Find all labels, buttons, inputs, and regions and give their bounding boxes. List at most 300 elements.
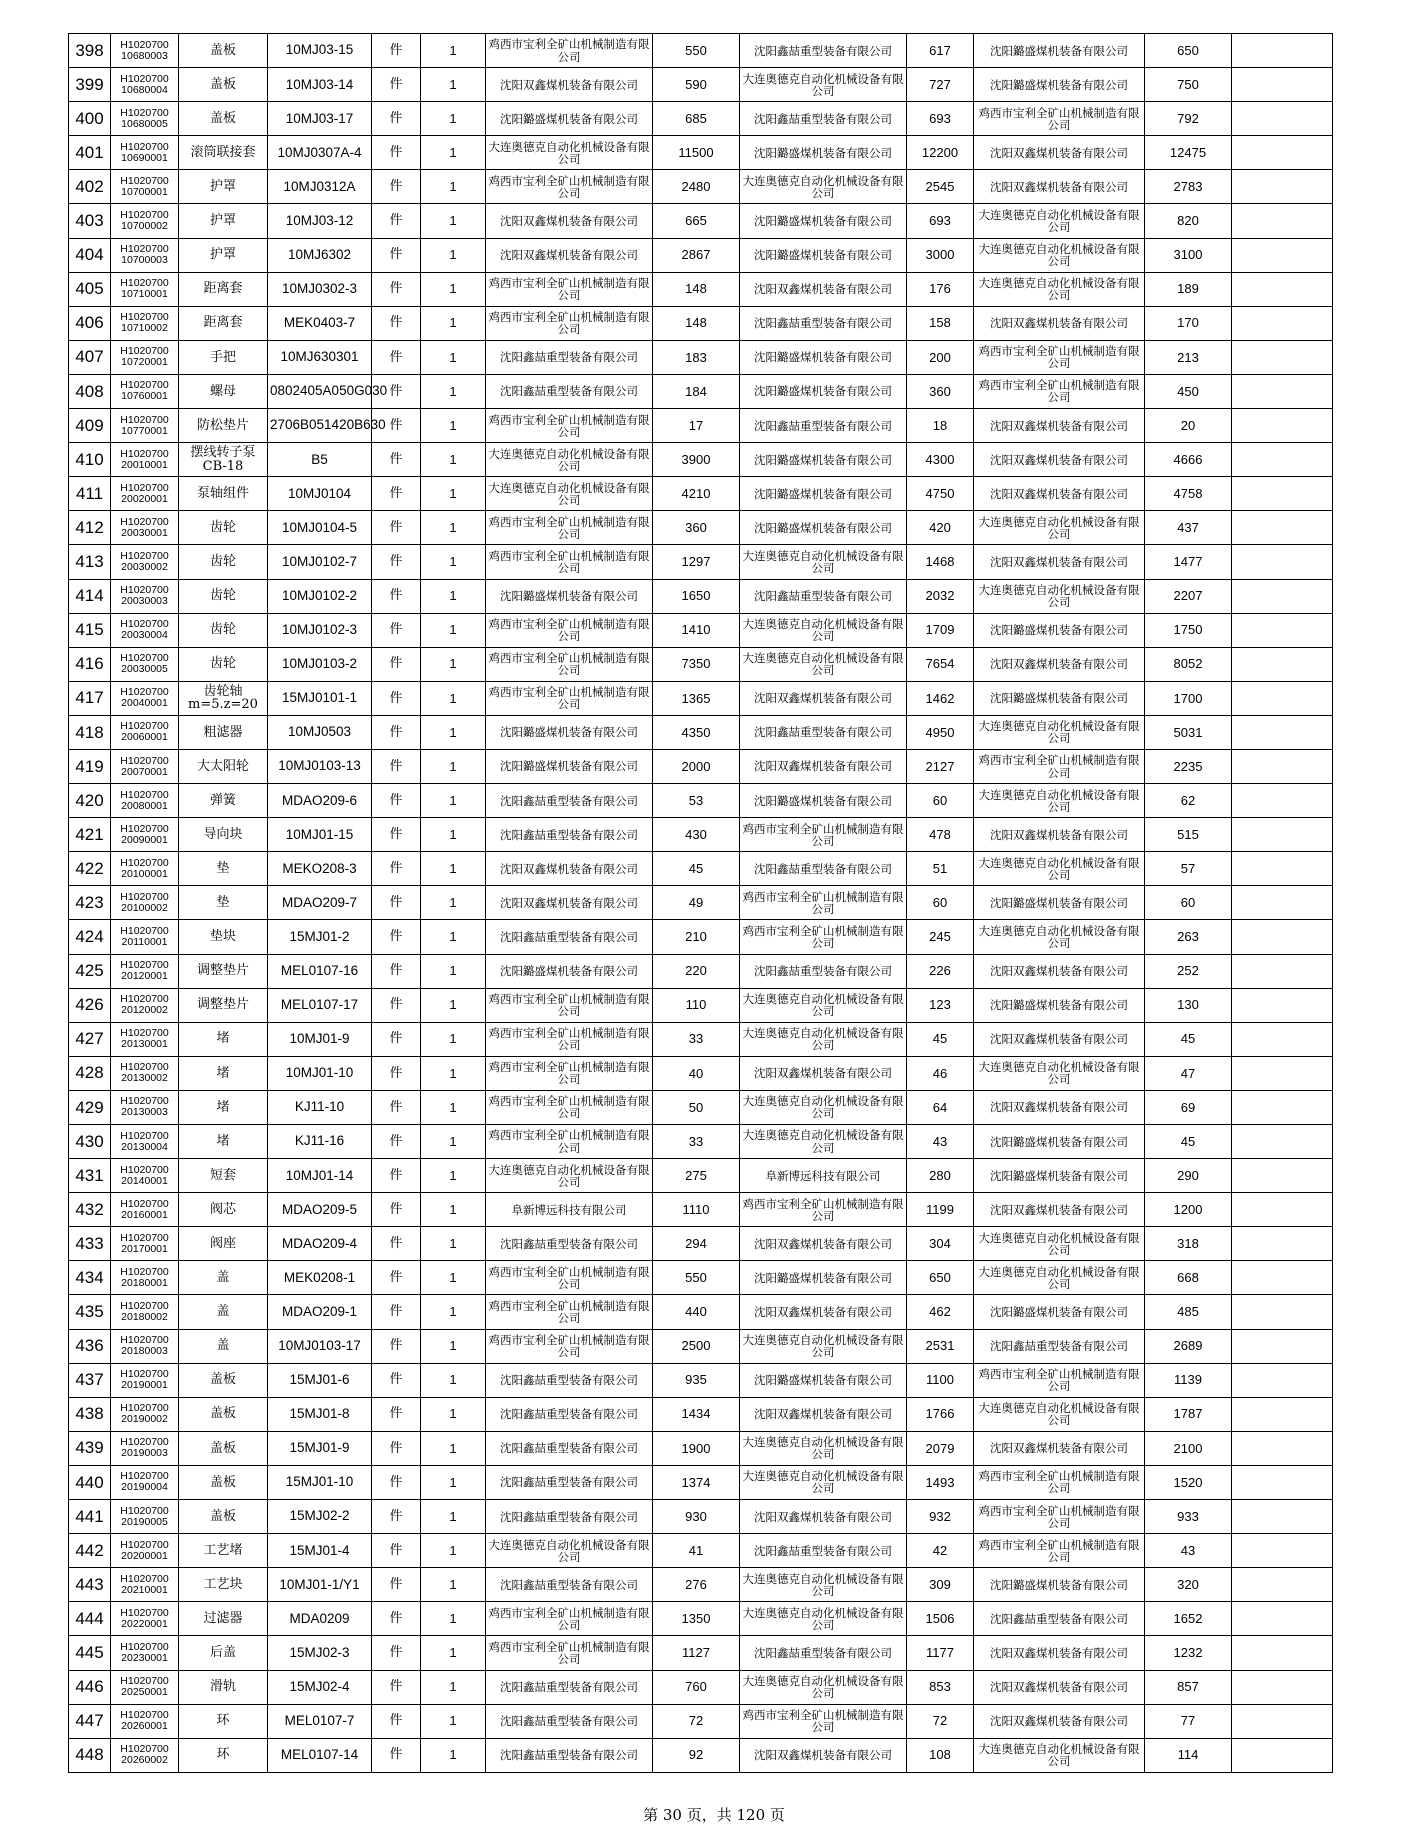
part-name-cell: 盖 (179, 1295, 268, 1329)
material-code-line: 10690001 (121, 151, 168, 164)
supplier-1-cell: 沈阳鑫喆重型装备有限公司 (486, 1500, 653, 1534)
table-row (69, 1363, 1333, 1397)
row-number-cell: 417 (69, 681, 111, 715)
price-1-cell: 1365 (653, 681, 740, 715)
material-code-line: H1020700 (120, 311, 169, 324)
price-1-cell: 2867 (653, 238, 740, 272)
supplier-3-cell: 沈阳双鑫煤机装备有限公司 (974, 409, 1145, 443)
price-3-cell: 750 (1145, 68, 1232, 102)
material-code-line: H1020700 (120, 1504, 169, 1517)
supplier-1-cell: 鸡西市宝利全矿山机械制造有限公司 (486, 545, 653, 579)
table-row (69, 1329, 1333, 1363)
table-row (69, 511, 1333, 545)
model-cell: MEK0403-7 (268, 306, 372, 340)
material-code-line: H1020700 (120, 1470, 169, 1483)
supplier-2-cell: 沈阳鑫喆重型装备有限公司 (740, 852, 907, 886)
material-code-line: H1020700 (120, 1572, 169, 1585)
row-number-cell: 413 (69, 545, 111, 579)
supplier-3-cell: 沈阳双鑫煤机装备有限公司 (974, 170, 1145, 204)
model-cell: 15MJ01-10 (268, 1465, 372, 1499)
part-name-cell: 垫块 (179, 920, 268, 954)
part-name-cell: 盖板 (179, 34, 268, 68)
part-name-cell: 盖板 (179, 1397, 268, 1431)
part-name-cell: 堵 (179, 1090, 268, 1124)
material-code-cell (111, 34, 179, 68)
table-row (69, 545, 1333, 579)
material-code-line: H1020700 (120, 754, 169, 767)
material-code-line: 20100002 (121, 901, 168, 914)
model-cell: 2706B051420B630 (268, 409, 372, 443)
material-code-line: H1020700 (120, 38, 169, 51)
price-1-cell: 665 (653, 204, 740, 238)
row-number-cell: 447 (69, 1704, 111, 1738)
price-1-cell: 184 (653, 374, 740, 408)
supplier-1-cell: 沈阳鏴盛煤机装备有限公司 (486, 715, 653, 749)
unit-cell: 件 (372, 749, 421, 783)
price-3-cell: 650 (1145, 34, 1232, 68)
material-code-cell (111, 102, 179, 136)
material-code-line: 10710001 (121, 288, 168, 301)
price-3-cell: 2689 (1145, 1329, 1232, 1363)
supplier-1-cell: 鸡西市宝利全矿山机械制造有限公司 (486, 511, 653, 545)
price-2-cell: 1766 (907, 1397, 974, 1431)
table-row (69, 374, 1333, 408)
material-code-cell (111, 477, 179, 511)
supplier-1-cell: 鸡西市宝利全矿山机械制造有限公司 (486, 409, 653, 443)
supplier-2-cell: 沈阳鑫喆重型装备有限公司 (740, 306, 907, 340)
table-row (69, 409, 1333, 443)
price-2-cell: 2531 (907, 1329, 974, 1363)
remark-cell (1232, 920, 1333, 954)
table-row (69, 1397, 1333, 1431)
remark-cell (1232, 204, 1333, 238)
table-row (69, 1193, 1333, 1227)
material-code-line: 20130003 (121, 1106, 168, 1119)
material-code-line: H1020700 (120, 686, 169, 699)
material-code-line: 20210001 (121, 1583, 168, 1596)
supplier-1-cell: 鸡西市宝利全矿山机械制造有限公司 (486, 647, 653, 681)
unit-cell: 件 (372, 715, 421, 749)
model-cell: 10MJ01-15 (268, 818, 372, 852)
model-cell: B5 (268, 443, 372, 477)
unit-cell: 件 (372, 204, 421, 238)
unit-cell: 件 (372, 1500, 421, 1534)
remark-cell (1232, 1295, 1333, 1329)
supplier-3-cell: 大连奥德克自动化机械设备有限公司 (974, 511, 1145, 545)
price-2-cell: 64 (907, 1090, 974, 1124)
price-2-cell: 309 (907, 1568, 974, 1602)
unit-cell: 件 (372, 818, 421, 852)
part-name-cell: 堵 (179, 1125, 268, 1159)
unit-cell: 件 (372, 443, 421, 477)
supplier-1-cell: 鸡西市宝利全矿山机械制造有限公司 (486, 681, 653, 715)
part-name-cell: 齿轮 (179, 511, 268, 545)
row-number-cell: 405 (69, 272, 111, 306)
quantity-cell: 1 (421, 1227, 486, 1261)
row-number-cell: 412 (69, 511, 111, 545)
supplier-2-cell: 大连奥德克自动化机械设备有限公司 (740, 1670, 907, 1704)
part-name-cell: 螺母 (179, 374, 268, 408)
price-2-cell: 693 (907, 102, 974, 136)
supplier-3-cell: 沈阳双鑫煤机装备有限公司 (974, 477, 1145, 511)
model-cell: 10MJ0103-17 (268, 1329, 372, 1363)
table-row (69, 1125, 1333, 1159)
price-1-cell: 1110 (653, 1193, 740, 1227)
material-code-line: H1020700 (120, 1368, 169, 1381)
unit-cell: 件 (372, 1397, 421, 1431)
supplier-2-cell: 大连奥德克自动化机械设备有限公司 (740, 1568, 907, 1602)
model-cell: 10MJ03-12 (268, 204, 372, 238)
supplier-2-cell: 大连奥德克自动化机械设备有限公司 (740, 68, 907, 102)
part-name-cell: 阀芯 (179, 1193, 268, 1227)
price-1-cell: 2480 (653, 170, 740, 204)
price-2-cell: 1199 (907, 1193, 974, 1227)
price-2-cell: 4300 (907, 443, 974, 477)
material-code-line: H1020700 (120, 209, 169, 221)
supplier-2-cell: 鸡西市宝利全矿山机械制造有限公司 (740, 1193, 907, 1227)
unit-cell: 件 (372, 1261, 421, 1295)
price-3-cell: 263 (1145, 920, 1232, 954)
material-code-line: H1020700 (120, 1027, 169, 1040)
row-number-cell: 427 (69, 1022, 111, 1056)
quantity-cell: 1 (421, 1602, 486, 1636)
row-number-cell: 420 (69, 784, 111, 818)
material-code-cell (111, 68, 179, 102)
row-number-cell: 448 (69, 1738, 111, 1772)
material-code-cell (111, 136, 179, 170)
price-2-cell: 360 (907, 374, 974, 408)
price-3-cell: 2207 (1145, 579, 1232, 613)
remark-cell (1232, 647, 1333, 681)
supplier-3-cell: 鸡西市宝利全矿山机械制造有限公司 (974, 1500, 1145, 1534)
material-code-cell (111, 647, 179, 681)
model-cell: MEL0107-14 (268, 1738, 372, 1772)
price-3-cell: 77 (1145, 1704, 1232, 1738)
row-number-cell: 424 (69, 920, 111, 954)
remark-cell (1232, 443, 1333, 477)
supplier-3-cell: 沈阳双鑫煤机装备有限公司 (974, 306, 1145, 340)
supplier-2-cell: 大连奥德克自动化机械设备有限公司 (740, 170, 907, 204)
material-code-line: 20110001 (121, 935, 168, 948)
price-3-cell: 69 (1145, 1090, 1232, 1124)
material-code-line: H1020700 (120, 1300, 169, 1312)
remark-cell (1232, 818, 1333, 852)
remark-cell (1232, 1602, 1333, 1636)
supplier-3-cell: 沈阳鏴盛煤机装备有限公司 (974, 34, 1145, 68)
supplier-2-cell: 大连奥德克自动化机械设备有限公司 (740, 613, 907, 647)
material-code-line: H1020700 (120, 1538, 169, 1551)
quantity-cell: 1 (421, 136, 486, 170)
material-code-line: H1020700 (120, 1095, 169, 1108)
price-2-cell: 1177 (907, 1636, 974, 1670)
remark-cell (1232, 1022, 1333, 1056)
row-number-cell: 399 (69, 68, 111, 102)
material-code-line: H1020700 (120, 822, 169, 835)
remark-cell (1232, 170, 1333, 204)
material-code-cell (111, 170, 179, 204)
model-cell: KJ11-10 (268, 1090, 372, 1124)
price-3-cell: 114 (1145, 1738, 1232, 1772)
supplier-1-cell: 沈阳鏴盛煤机装备有限公司 (486, 954, 653, 988)
row-number-cell: 438 (69, 1397, 111, 1431)
quantity-cell: 1 (421, 1090, 486, 1124)
unit-cell: 件 (372, 613, 421, 647)
price-2-cell: 51 (907, 852, 974, 886)
supplier-1-cell: 沈阳鑫喆重型装备有限公司 (486, 920, 653, 954)
material-code-cell (111, 1568, 179, 1602)
material-code-cell (111, 409, 179, 443)
table-row (69, 784, 1333, 818)
material-code-line: H1020700 (120, 72, 169, 85)
price-2-cell: 3000 (907, 238, 974, 272)
supplier-1-cell: 鸡西市宝利全矿山机械制造有限公司 (486, 1056, 653, 1090)
row-number-cell: 410 (69, 443, 111, 477)
remark-cell (1232, 1397, 1333, 1431)
price-3-cell: 857 (1145, 1670, 1232, 1704)
material-code-line: 20080001 (121, 799, 168, 812)
material-code-line: H1020700 (120, 652, 169, 665)
supplier-2-cell: 沈阳双鑫煤机装备有限公司 (740, 1295, 907, 1329)
price-1-cell: 1410 (653, 613, 740, 647)
table-row (69, 34, 1333, 68)
supplier-2-cell: 沈阳双鑫煤机装备有限公司 (740, 1500, 907, 1534)
material-code-cell (111, 1329, 179, 1363)
remark-cell (1232, 1363, 1333, 1397)
page-number: 第 30 页，共 120 页 (643, 1806, 785, 1824)
supplier-1-cell: 鸡西市宝利全矿山机械制造有限公司 (486, 1125, 653, 1159)
model-cell: 15MJ01-2 (268, 920, 372, 954)
material-code-line: 20100001 (121, 867, 168, 880)
part-name-cell: 盖 (179, 1261, 268, 1295)
material-code-line: H1020700 (120, 1334, 169, 1347)
remark-cell (1232, 988, 1333, 1022)
supplier-3-cell: 鸡西市宝利全矿山机械制造有限公司 (974, 749, 1145, 783)
supplier-3-cell: 大连奥德克自动化机械设备有限公司 (974, 1738, 1145, 1772)
part-name-cell: 齿轮 (179, 613, 268, 647)
supplier-1-cell: 鸡西市宝利全矿山机械制造有限公司 (486, 1295, 653, 1329)
price-1-cell: 430 (653, 818, 740, 852)
price-2-cell: 2032 (907, 579, 974, 613)
supplier-2-cell: 沈阳双鑫煤机装备有限公司 (740, 681, 907, 715)
material-code-line: H1020700 (120, 106, 169, 119)
supplier-3-cell: 大连奥德克自动化机械设备有限公司 (974, 1397, 1145, 1431)
unit-cell: 件 (372, 681, 421, 715)
unit-cell: 件 (372, 1295, 421, 1329)
material-code-line: 10680005 (121, 117, 168, 130)
table-row (69, 1534, 1333, 1568)
table-row (69, 102, 1333, 136)
row-number-cell: 422 (69, 852, 111, 886)
price-3-cell: 437 (1145, 511, 1232, 545)
material-code-cell (111, 1261, 179, 1295)
price-3-cell: 1787 (1145, 1397, 1232, 1431)
supplier-1-cell: 沈阳鑫喆重型装备有限公司 (486, 1227, 653, 1261)
supplier-3-cell: 沈阳双鑫煤机装备有限公司 (974, 1193, 1145, 1227)
supplier-1-cell: 鸡西市宝利全矿山机械制造有限公司 (486, 613, 653, 647)
unit-cell: 件 (372, 954, 421, 988)
price-1-cell: 210 (653, 920, 740, 954)
material-code-cell (111, 340, 179, 374)
remark-cell (1232, 749, 1333, 783)
remark-cell (1232, 1193, 1333, 1227)
remark-cell (1232, 1090, 1333, 1124)
supplier-3-cell: 大连奥德克自动化机械设备有限公司 (974, 715, 1145, 749)
remark-cell (1232, 1738, 1333, 1772)
material-code-line: H1020700 (120, 618, 169, 631)
row-number-cell: 404 (69, 238, 111, 272)
table-row (69, 306, 1333, 340)
price-1-cell: 183 (653, 340, 740, 374)
unit-cell: 件 (372, 1363, 421, 1397)
row-number-cell: 419 (69, 749, 111, 783)
remark-cell (1232, 68, 1333, 102)
supplier-3-cell: 大连奥德克自动化机械设备有限公司 (974, 852, 1145, 886)
unit-cell: 件 (372, 988, 421, 1022)
supplier-2-cell: 大连奥德克自动化机械设备有限公司 (740, 1022, 907, 1056)
supplier-1-cell: 沈阳鑫喆重型装备有限公司 (486, 340, 653, 374)
remark-cell (1232, 34, 1333, 68)
table-row (69, 1295, 1333, 1329)
material-code-line: 20030002 (121, 560, 168, 573)
supplier-1-cell: 沈阳鏴盛煤机装备有限公司 (486, 579, 653, 613)
unit-cell: 件 (372, 1602, 421, 1636)
price-1-cell: 33 (653, 1125, 740, 1159)
part-name-cell: 调整垫片 (179, 988, 268, 1022)
remark-cell (1232, 715, 1333, 749)
material-code-cell (111, 1022, 179, 1056)
material-code-line: 20260002 (121, 1754, 168, 1767)
quantity-cell: 1 (421, 409, 486, 443)
model-cell: 10MJ01-1/Y1 (268, 1568, 372, 1602)
remark-cell (1232, 136, 1333, 170)
unit-cell: 件 (372, 1738, 421, 1772)
price-2-cell: 478 (907, 818, 974, 852)
table-row (69, 1261, 1333, 1295)
model-cell: 10MJ01-14 (268, 1159, 372, 1193)
row-number-cell: 418 (69, 715, 111, 749)
row-number-cell: 433 (69, 1227, 111, 1261)
material-code-line: H1020700 (120, 1606, 169, 1619)
supplier-3-cell: 沈阳双鑫煤机装备有限公司 (974, 443, 1145, 477)
price-2-cell: 1506 (907, 1602, 974, 1636)
part-name-cell: 导向块 (179, 818, 268, 852)
price-1-cell: 45 (653, 852, 740, 886)
price-2-cell: 200 (907, 340, 974, 374)
price-1-cell: 1127 (653, 1636, 740, 1670)
supplier-2-cell: 大连奥德克自动化机械设备有限公司 (740, 1090, 907, 1124)
price-1-cell: 930 (653, 1500, 740, 1534)
part-name-cell: 齿轮 (179, 647, 268, 681)
supplier-3-cell: 沈阳双鑫煤机装备有限公司 (974, 545, 1145, 579)
price-3-cell: 318 (1145, 1227, 1232, 1261)
price-3-cell: 668 (1145, 1261, 1232, 1295)
unit-cell: 件 (372, 1056, 421, 1090)
unit-cell: 件 (372, 340, 421, 374)
unit-cell: 件 (372, 374, 421, 408)
row-number-cell: 445 (69, 1636, 111, 1670)
price-3-cell: 320 (1145, 1568, 1232, 1602)
part-name-cell: 护罩 (179, 238, 268, 272)
material-code-line: H1020700 (120, 1743, 169, 1756)
material-code-cell (111, 238, 179, 272)
price-1-cell: 1650 (653, 579, 740, 613)
price-2-cell: 42 (907, 1534, 974, 1568)
supplier-3-cell: 大连奥德克自动化机械设备有限公司 (974, 579, 1145, 613)
price-3-cell: 170 (1145, 306, 1232, 340)
remark-cell (1232, 374, 1333, 408)
quantity-cell: 1 (421, 34, 486, 68)
model-cell: 10MJ0104 (268, 477, 372, 511)
supplier-1-cell: 大连奥德克自动化机械设备有限公司 (486, 477, 653, 511)
price-3-cell: 12475 (1145, 136, 1232, 170)
supplier-1-cell: 沈阳鑫喆重型装备有限公司 (486, 1465, 653, 1499)
supplier-3-cell: 沈阳鏴盛煤机装备有限公司 (974, 1295, 1145, 1329)
remark-cell (1232, 1704, 1333, 1738)
supplier-3-cell: 沈阳双鑫煤机装备有限公司 (974, 1022, 1145, 1056)
supplier-2-cell: 沈阳鑫喆重型装备有限公司 (740, 34, 907, 68)
supplier-3-cell: 大连奥德克自动化机械设备有限公司 (974, 272, 1145, 306)
price-3-cell: 2235 (1145, 749, 1232, 783)
price-2-cell: 1493 (907, 1465, 974, 1499)
material-code-line: 20020001 (121, 492, 168, 505)
material-code-line: 20260001 (121, 1720, 168, 1733)
quantity-cell: 1 (421, 272, 486, 306)
material-code-line: 20030005 (121, 663, 168, 676)
quantity-cell: 1 (421, 1022, 486, 1056)
price-1-cell: 550 (653, 1261, 740, 1295)
unit-cell: 件 (372, 1159, 421, 1193)
table-row (69, 1431, 1333, 1465)
material-code-line: H1020700 (120, 1402, 169, 1415)
material-code-line: 20120002 (121, 1004, 168, 1017)
material-code-cell (111, 306, 179, 340)
supplier-3-cell: 沈阳鏴盛煤机装备有限公司 (974, 681, 1145, 715)
quantity-cell: 1 (421, 443, 486, 477)
row-number-cell: 402 (69, 170, 111, 204)
model-cell: 10MJ630301 (268, 340, 372, 374)
quantity-cell: 1 (421, 68, 486, 102)
material-code-line: 20060001 (121, 731, 168, 744)
supplier-2-cell: 沈阳鏴盛煤机装备有限公司 (740, 477, 907, 511)
material-code-line: H1020700 (120, 788, 169, 801)
remark-cell (1232, 1329, 1333, 1363)
material-code-line: 20070001 (121, 765, 168, 778)
material-code-line: 10700002 (121, 220, 168, 233)
unit-cell: 件 (372, 852, 421, 886)
material-code-line: 10770001 (121, 424, 168, 437)
remark-cell (1232, 954, 1333, 988)
price-3-cell: 4758 (1145, 477, 1232, 511)
unit-cell: 件 (372, 136, 421, 170)
material-code-line: H1020700 (120, 584, 169, 597)
table-body (69, 34, 1333, 1773)
price-1-cell: 40 (653, 1056, 740, 1090)
row-number-cell: 415 (69, 613, 111, 647)
supplier-1-cell: 沈阳鑫喆重型装备有限公司 (486, 818, 653, 852)
part-name-cell: 距离套 (179, 272, 268, 306)
model-cell: 10MJ03-17 (268, 102, 372, 136)
row-number-cell: 441 (69, 1500, 111, 1534)
unit-cell: 件 (372, 1022, 421, 1056)
quantity-cell: 1 (421, 1465, 486, 1499)
material-code-line: 20190005 (121, 1515, 168, 1528)
remark-cell (1232, 579, 1333, 613)
part-name-cell: 弹簧 (179, 784, 268, 818)
unit-cell: 件 (372, 1125, 421, 1159)
quantity-cell: 1 (421, 1397, 486, 1431)
price-1-cell: 148 (653, 306, 740, 340)
supplier-1-cell: 鸡西市宝利全矿山机械制造有限公司 (486, 1090, 653, 1124)
